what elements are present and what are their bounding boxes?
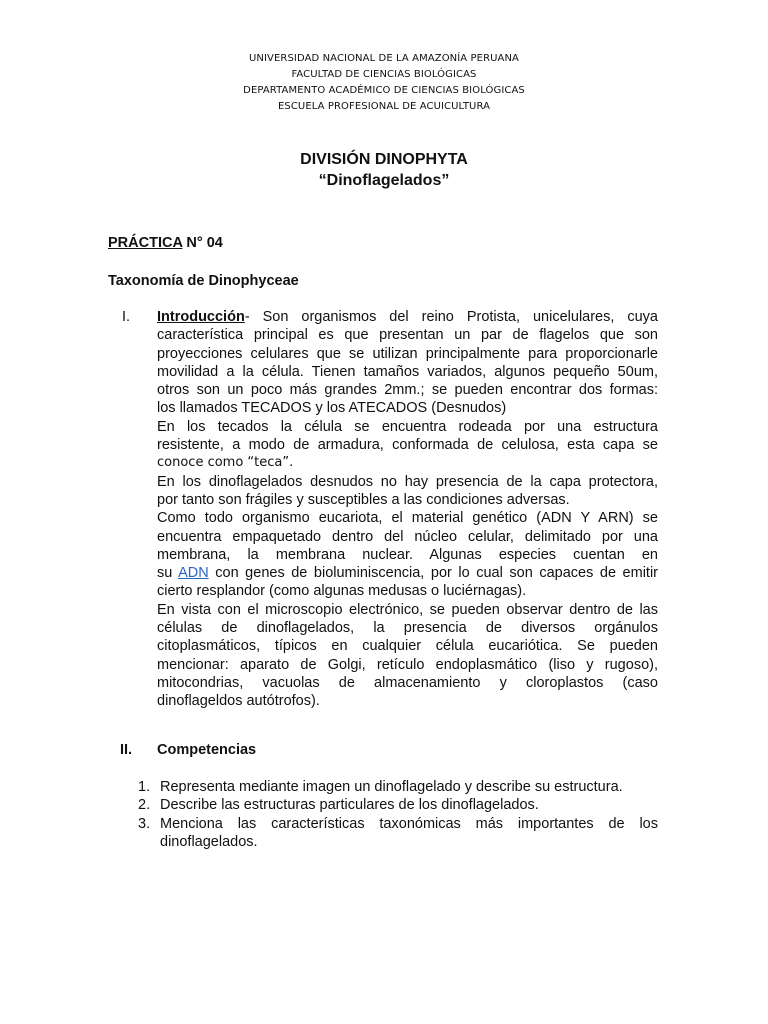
document-subtitle: “Dinoflagelados”	[318, 172, 450, 189]
text-line: dinoflageldos autótrofos).	[157, 693, 320, 710]
text-line: su ADN con genes de bioluminiscencia, por lo cual son capaces de emitir	[157, 565, 658, 582]
text-line: encuentra empaquetado dentro del núcleo celular, delimitado por una	[157, 528, 658, 545]
list-number: 2.	[138, 797, 151, 814]
list-item: 3. Menciona las características taxonómicas más importantes de los dinoflagelados.	[138, 815, 658, 850]
practice-heading	[108, 235, 223, 251]
school-name: ESCUELA PROFESIONAL DE ACUICULTURA	[277, 101, 491, 112]
text-line: resistente, a modo de armadura, conformada de celulosa, esta capa se	[157, 437, 658, 454]
text-line: mencionar: aparato de Golgi, retículo endoplasmático (liso y rugoso),	[157, 656, 658, 673]
adn-link[interactable]: ADN	[178, 565, 209, 582]
text-line: conoce como “teca”.	[157, 455, 294, 471]
section-2-numeral: II.	[120, 742, 133, 758]
text-line: los llamados TECADOS y los ATECADOS (Desnudos)	[157, 400, 507, 417]
text-line: otros son un poco más grandes 2mm.; se pueden encontrar dos formas:	[157, 382, 658, 399]
competencias-heading: Competencias	[157, 742, 257, 758]
text-line: células de dinoflagelados, la presencia de diversos orgánulos	[157, 620, 658, 637]
text-line: mitocondrias, vacuolas de almacenamiento y cloroplastos (caso	[157, 674, 658, 691]
text-line: En vista con el microscopio electrónico, se pueden observar dentro de las	[157, 601, 658, 618]
faculty-name: FACULTAD DE CIENCIAS BIOLÓGICAS	[291, 69, 477, 80]
introduction-paragraph	[157, 308, 658, 711]
document-title: DIVISIÓN DINOPHYTA	[300, 151, 468, 168]
department-name: DEPARTAMENTO ACADÉMICO DE CIENCIAS BIOLÓGICAS	[243, 85, 525, 96]
text-line: En los dinoflagelados desnudos no hay presencia de la capa protectora,	[157, 473, 658, 490]
text-line: por tanto son frágiles y susceptibles a las condiciones adversas.	[157, 491, 570, 508]
list-item: 1. Representa mediante imagen un dinoflagelado y describe su estructura.	[138, 779, 623, 795]
competencias-list	[138, 778, 658, 851]
text-line: cierto resplandor (como algunas medusas o luciérnagas).	[157, 583, 527, 600]
introduction-heading: Introducción	[157, 309, 245, 325]
list-item: 2. Describe las estructuras particulares de los dinoflagelados.	[138, 797, 539, 814]
section-1-numeral: I.	[122, 309, 131, 325]
text-line: proyecciones celulares que se utilizan principalmente para proporcionarle	[157, 345, 658, 362]
text-line: característica principal es que presentan un par de flagelos que son	[157, 327, 658, 344]
text-line: citoplasmáticos, típicos en cualquier célula eucariótica. Se pueden	[157, 638, 658, 655]
text-line: movilidad a la célula. Tienen tamaños variados, algunos pequeño 50um,	[157, 363, 658, 380]
practice-label: PRÁCTICA	[108, 235, 183, 251]
university-name: UNIVERSIDAD NACIONAL DE LA AMAZONÍA PERUANA	[249, 53, 519, 64]
list-number: 3.	[138, 815, 151, 832]
text-line: Como todo organismo eucariota, el material genético (ADN Y ARN) se	[157, 510, 658, 527]
practice-number: N° 04	[182, 235, 223, 251]
text-line: Introducción- Son organismos del reino Protista, unicelulares, cuya	[157, 309, 658, 325]
list-number: 1.	[138, 779, 151, 795]
text-line: membrana, la membrana nuclear. Algunas especies cuentan en	[157, 546, 658, 563]
text-line: En los tecados la célula se encuentra rodeada por una estructura	[157, 418, 658, 435]
taxonomy-heading: Taxonomía de Dinophyceae	[108, 273, 299, 289]
